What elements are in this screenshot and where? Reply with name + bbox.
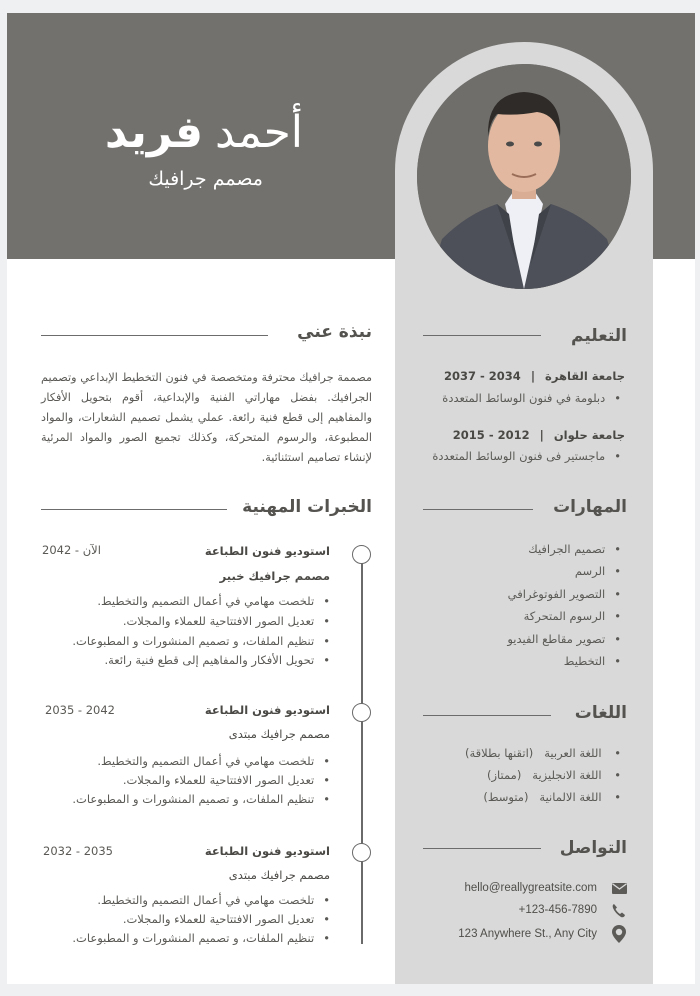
job-task: • تعديل الصور الافتتاحية للعملاء والمجلات. xyxy=(123,614,330,628)
job-title: مصمم جرافيك xyxy=(148,168,263,190)
separator: | xyxy=(530,369,536,383)
school-years: 2034 - 2037 xyxy=(443,369,521,383)
job-dates: 2032 - 2035 xyxy=(43,844,113,858)
skill-item: • تصوير مقاطع الفيديو xyxy=(507,632,621,646)
job-company: استوديو فنون الطباعة xyxy=(204,703,330,717)
envelope-icon xyxy=(611,880,627,896)
skill-item: • الرسم xyxy=(575,564,621,578)
timeline-dot xyxy=(352,843,371,862)
timeline-line xyxy=(361,553,363,944)
language-level: (ممتاز) xyxy=(487,768,522,782)
job-task: • تنظيم الملفات، و تصميم المنشورات و المطبوعات. xyxy=(72,931,330,945)
contact-heading: التواصل xyxy=(559,838,627,858)
skill-item: • تصميم الجرافيك xyxy=(528,542,621,556)
address-text: 123 Anywhere St., Any City xyxy=(458,928,597,940)
language-name: اللغة العربية xyxy=(544,746,602,760)
about-heading: نبذة عني xyxy=(297,322,372,342)
job-company: استوديو فنون الطباعة xyxy=(204,544,330,558)
language-item xyxy=(465,746,621,760)
email-text[interactable]: hello@reallygreatsite.com xyxy=(464,882,597,894)
language-level: (متوسط) xyxy=(483,790,529,804)
contact-email xyxy=(465,880,627,896)
person-portrait-icon xyxy=(417,64,631,289)
job-task: • تلخصت مهامي في أعمال التصميم والتخطيط. xyxy=(97,754,330,768)
contact-phone xyxy=(519,902,627,918)
timeline-dot xyxy=(352,545,371,564)
experience-divider xyxy=(41,509,227,510)
school-name: جامعة القاهرة xyxy=(545,369,625,383)
language-level: (اتقنها بطلاقة) xyxy=(464,746,534,760)
phone-icon xyxy=(611,902,627,918)
job-task: • تنظيم الملفات، و تصميم المنشورات و المطبوعات. xyxy=(72,792,330,806)
language-name: اللغة الالمانية xyxy=(539,790,602,804)
job-task: • تحويل الأفكار والمفاهيم إلى قطع فنية رائعة. xyxy=(104,653,330,667)
education-heading: التعليم xyxy=(571,326,627,346)
language-item xyxy=(487,768,621,782)
job-role: مصمم جرافيك مبتدى xyxy=(228,868,330,882)
job-task: • تلخصت مهامي في أعمال التصميم والتخطيط. xyxy=(97,893,330,907)
full-name xyxy=(105,109,303,157)
location-pin-icon xyxy=(611,926,627,942)
language-name: اللغة الانجليزية xyxy=(532,768,602,782)
contact-divider xyxy=(423,848,541,849)
first-name: أحمد xyxy=(215,107,303,158)
job-dates: 2035 - 2042 xyxy=(45,703,115,717)
education-degree: • ماجستير فى فنون الوسائط المتعددة xyxy=(432,449,621,463)
education-entry-header xyxy=(453,428,625,442)
profile-photo xyxy=(417,64,631,289)
skill-item: • التخطيط xyxy=(564,654,621,668)
skills-divider xyxy=(423,509,533,510)
languages-heading: اللغات xyxy=(574,703,627,723)
job-role: مصمم جرافيك مبتدى xyxy=(228,727,330,741)
resume-page xyxy=(7,13,695,984)
about-divider xyxy=(41,335,268,336)
skill-item: • التصوير الفوتوغرافي xyxy=(508,587,621,601)
job-task: • تلخصت مهامي في أعمال التصميم والتخطيط. xyxy=(97,594,330,608)
contact-address xyxy=(458,926,627,942)
timeline-dot xyxy=(352,703,371,722)
skills-heading: المهارات xyxy=(553,497,627,517)
languages-divider xyxy=(423,715,551,716)
language-item xyxy=(483,790,621,804)
last-name: فريد xyxy=(104,107,204,158)
education-entry-header xyxy=(444,369,625,383)
experience-heading: الخبرات المهنية xyxy=(242,497,372,517)
education-divider xyxy=(423,335,541,336)
school-name: جامعة حلوان xyxy=(553,428,625,442)
job-role: مصمم جرافيك خبير xyxy=(219,569,330,583)
job-company: استوديو فنون الطباعة xyxy=(204,844,330,858)
school-years: 2012 - 2015 xyxy=(452,428,530,442)
skill-item: • الرسوم المتحركة xyxy=(524,609,621,623)
phone-text[interactable]: +123-456-7890 xyxy=(518,904,597,916)
job-task: • تنظيم الملفات، و تصميم المنشورات و المطبوعات. xyxy=(72,634,330,648)
job-dates: 2042 - الآن xyxy=(42,543,101,557)
separator: | xyxy=(539,428,544,442)
job-task: • تعديل الصور الافتتاحية للعملاء والمجلات. xyxy=(123,773,330,787)
about-text: مصممة جرافيك محترفة ومتخصصة في فنون التخطيط الإبداعي وتصميم الجرافيك. بفضل مهاراتي الفنية والإبداعية، أقوم بتحويل الأفكار والمفاهيم إلى قطع فنية رائعة. عملي يشمل تصميم الشعارات، والمواد المطبوعة، والرسوم المتحركة، وكذلك تجميع الصور والمواد المرئية لإنشاء تصاميم استثنائية. xyxy=(41,371,372,464)
job-task: • تعديل الصور الافتتاحية للعملاء والمجلات. xyxy=(123,912,330,926)
education-degree: • دبلومة في فنون الوسائط المتعددة xyxy=(442,391,621,405)
